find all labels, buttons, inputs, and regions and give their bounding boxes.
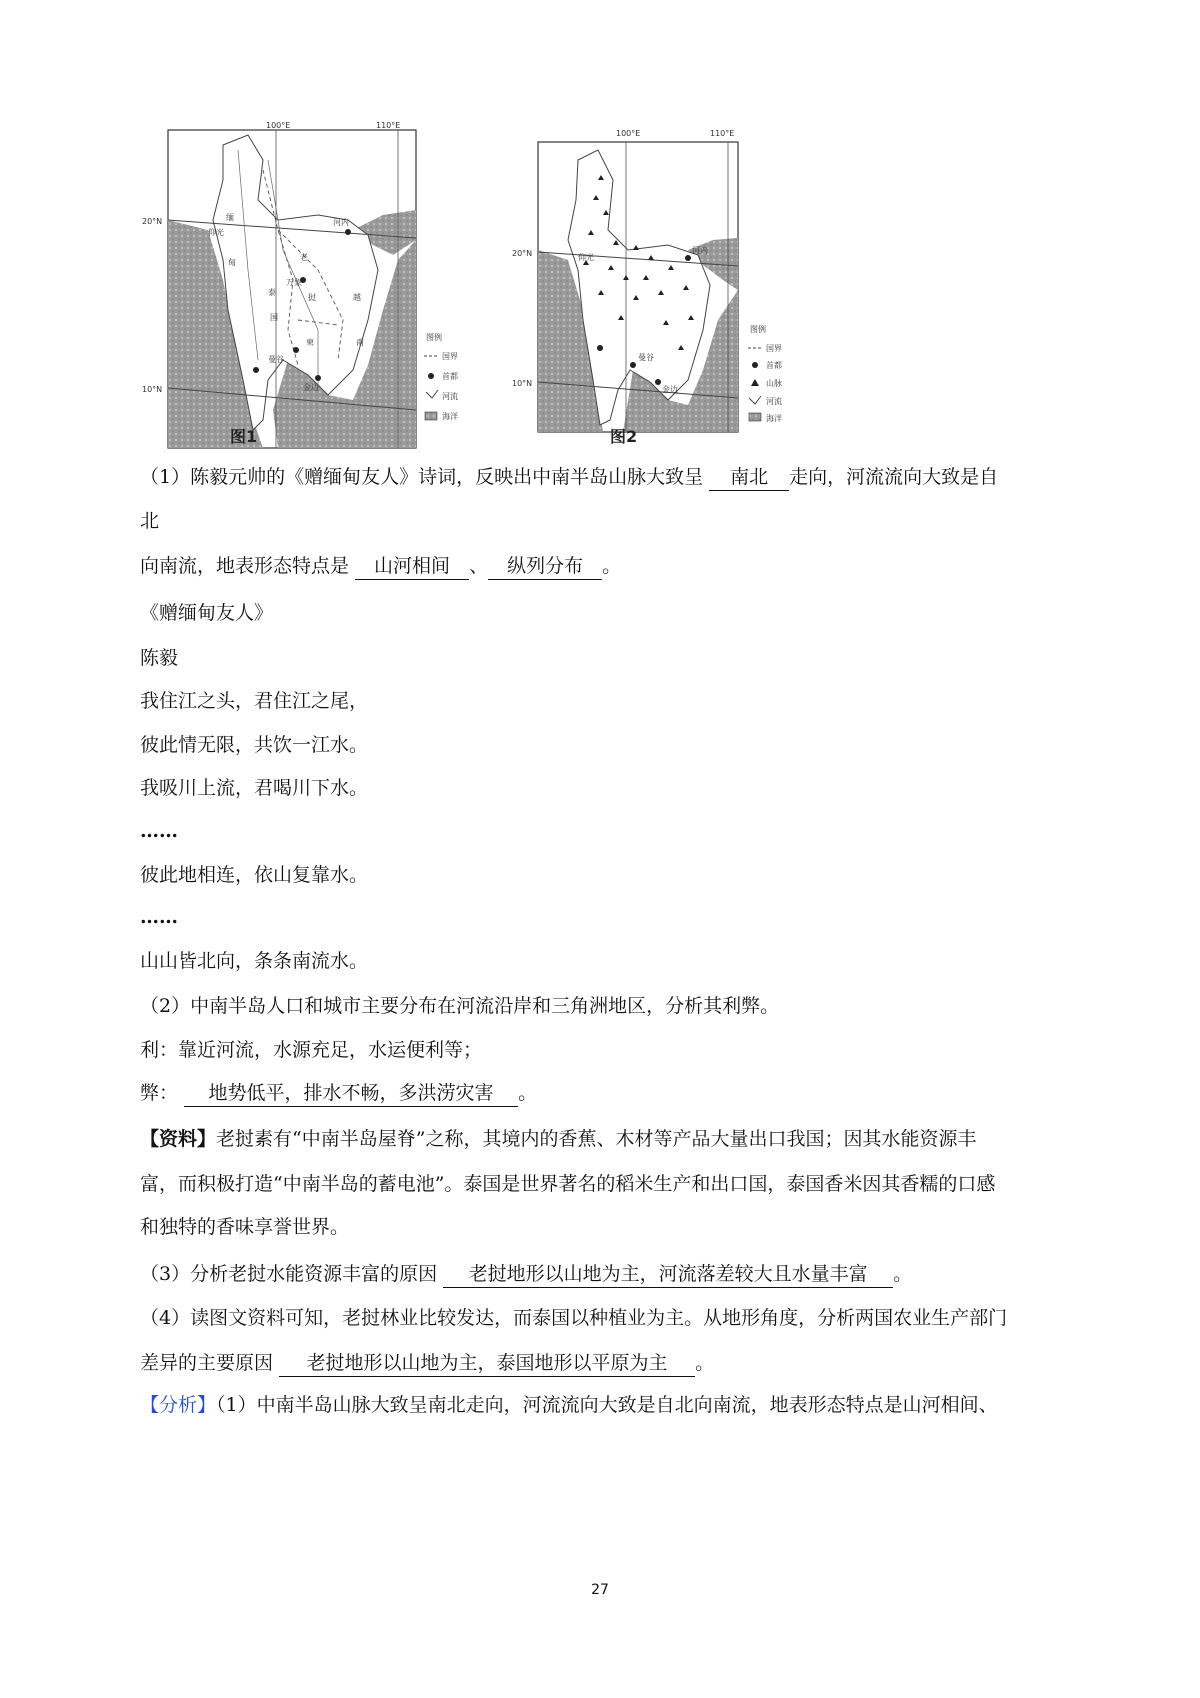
map2-lat-label-1: 20°N [512, 249, 533, 258]
poem-line: 我吸川上流，君喝川下水。 [140, 777, 369, 799]
map1-place-label: 河内 [333, 218, 349, 227]
q1-answer-2: 山河相间 [355, 553, 469, 580]
map2-place-label: 河内 [692, 246, 708, 255]
q4-line-2 [140, 1350, 714, 1377]
q2-question: （2）中南半岛人口和城市主要分布在河流沿岸和三角洲地区，分析其利弊。 [140, 995, 780, 1017]
q4-end: 。 [695, 1352, 715, 1374]
q3-answer: 老挝地形以山地为主，河流落差较大且水量丰富 [443, 1261, 893, 1288]
map1-place-label: 柬 [306, 338, 314, 347]
map1-place-label: 老 [300, 253, 308, 262]
q1-line-1 [140, 464, 998, 491]
map2-legend-item: 首都 [766, 361, 782, 370]
q3-end: 。 [893, 1263, 913, 1285]
figure-2-caption: 图2 [610, 427, 638, 446]
analysis-text: （1）中南半岛山脉大致呈南北走向，河流流向大致是自北向南流，地表形态特点是山河相间、 [216, 1394, 998, 1416]
map2-place-label: 曼谷 [638, 353, 654, 362]
material-line-3: 和独特的香味享誉世界。 [140, 1216, 350, 1238]
map1-place-label: 曼谷 [268, 355, 284, 364]
poem-line: 我住江之头，君住江之尾， [140, 690, 369, 712]
q1-line-wrap: 北 [140, 510, 160, 532]
map1-place-label: 泰 [268, 288, 276, 297]
q3-prefix: （3）分析老挝水能资源丰富的原因 [140, 1263, 438, 1285]
q2-con [140, 1080, 537, 1107]
q1-line-2 [140, 553, 621, 580]
map1-legend-item: 海洋 [442, 412, 458, 421]
map1-legend-item: 河流 [442, 392, 458, 401]
map2-legend-title: 图例 [750, 325, 766, 334]
q2-con-end: 。 [518, 1082, 538, 1104]
map1-place-label: 甸 [228, 258, 236, 267]
map1-legend-title: 图例 [426, 333, 442, 342]
map1-lon-label-2: 110°E [376, 121, 401, 130]
q1-end: 。 [602, 555, 622, 577]
q2-pro: 利：靠近河流，水源充足，水运便利等； [140, 1039, 483, 1061]
map-figure-2 [512, 120, 838, 480]
q1-line2-prefix: 向南流，地表形态特点是 [140, 555, 350, 577]
map1-place-label: 南 [356, 338, 364, 347]
map1-lat-label-1: 20°N [142, 217, 163, 226]
map-2-graphic [512, 120, 838, 460]
map2-legend-item: 山脉 [766, 379, 782, 388]
map1-place-label: 挝 [308, 293, 316, 302]
map1-place-label: 仰光 [208, 228, 224, 237]
poem-line: 山山皆北向，条条南流水。 [140, 950, 369, 972]
analysis-line [140, 1392, 998, 1418]
q3-line [140, 1261, 912, 1288]
poem-title: 《赠缅甸友人》 [140, 602, 274, 624]
map2-legend-item: 海洋 [766, 414, 782, 423]
figure-1-caption: 图1 [230, 427, 258, 446]
map2-place-label: 仰光 [578, 253, 594, 262]
map1-legend-item: 国界 [442, 352, 458, 361]
analysis-tag: 【分析】 [140, 1394, 217, 1416]
q1-answer-3: 纵列分布 [488, 553, 602, 580]
q2-con-prefix: 弊： [140, 1082, 179, 1104]
q2-con-answer: 地势低平，排水不畅，多洪涝灾害 [184, 1080, 518, 1107]
q1-mid: 走向，河流流向大致是自 [789, 466, 999, 488]
map1-place-label: 缅 [226, 213, 234, 222]
map1-place-label: 金边 [303, 383, 319, 392]
q4-line-1: （4）读图文资料可知，老挝林业比较发达，而泰国以种植业为主。从地形角度，分析两国农业生产部门 [140, 1307, 1008, 1329]
q4-prefix: 差异的主要原因 [140, 1352, 274, 1374]
material-line-2: 富，而积极打造“中南半岛的蓄电池”。泰国是世界著名的稻米生产和出口国，泰国香米因其香糯的口感 [140, 1173, 996, 1195]
q1-answer-1: 南北 [709, 464, 789, 491]
map1-lon-label-1: 100°E [266, 121, 291, 130]
poem-line: 彼此情无限，共饮一江水。 [140, 734, 369, 756]
material-text: 老挝素有“中南半岛屋脊”之称，其境内的香蕉、木材等产品大量出口我国；因其水能资源丰 [216, 1128, 977, 1150]
material-line-1 [140, 1126, 976, 1152]
map2-place-label: 金边 [662, 385, 678, 394]
q1-prefix: （1）陈毅元帅的《赠缅甸友人》诗词，反映出中南半岛山脉大致呈 [140, 466, 704, 488]
poem-author: 陈毅 [140, 647, 179, 669]
material-tag: 【资料】 [140, 1128, 217, 1150]
map-figure-1 [142, 120, 498, 480]
map2-legend-item: 国界 [766, 344, 782, 353]
map2-lat-label-2: 10°N [512, 379, 533, 388]
map1-place-label: 越 [353, 293, 361, 302]
q1-sep: 、 [469, 555, 489, 577]
map1-legend-item: 首都 [442, 372, 458, 381]
page-number: 27 [591, 1582, 609, 1598]
map2-legend-item: 河流 [766, 397, 782, 406]
map1-place-label: 万象 [286, 278, 302, 287]
map2-lon-label-2: 110°E [710, 129, 735, 138]
poem-line: 彼此地相连，依山复靠水。 [140, 864, 369, 886]
map1-place-label: 国 [270, 313, 278, 322]
poem-ellipsis: …… [140, 820, 178, 842]
q4-answer: 老挝地形以山地为主，泰国地形以平原为主 [279, 1350, 695, 1377]
poem-ellipsis: …… [140, 906, 178, 928]
map2-lon-label-1: 100°E [616, 129, 641, 138]
map-1-graphic [142, 120, 498, 460]
map1-lat-label-2: 10°N [142, 385, 163, 394]
